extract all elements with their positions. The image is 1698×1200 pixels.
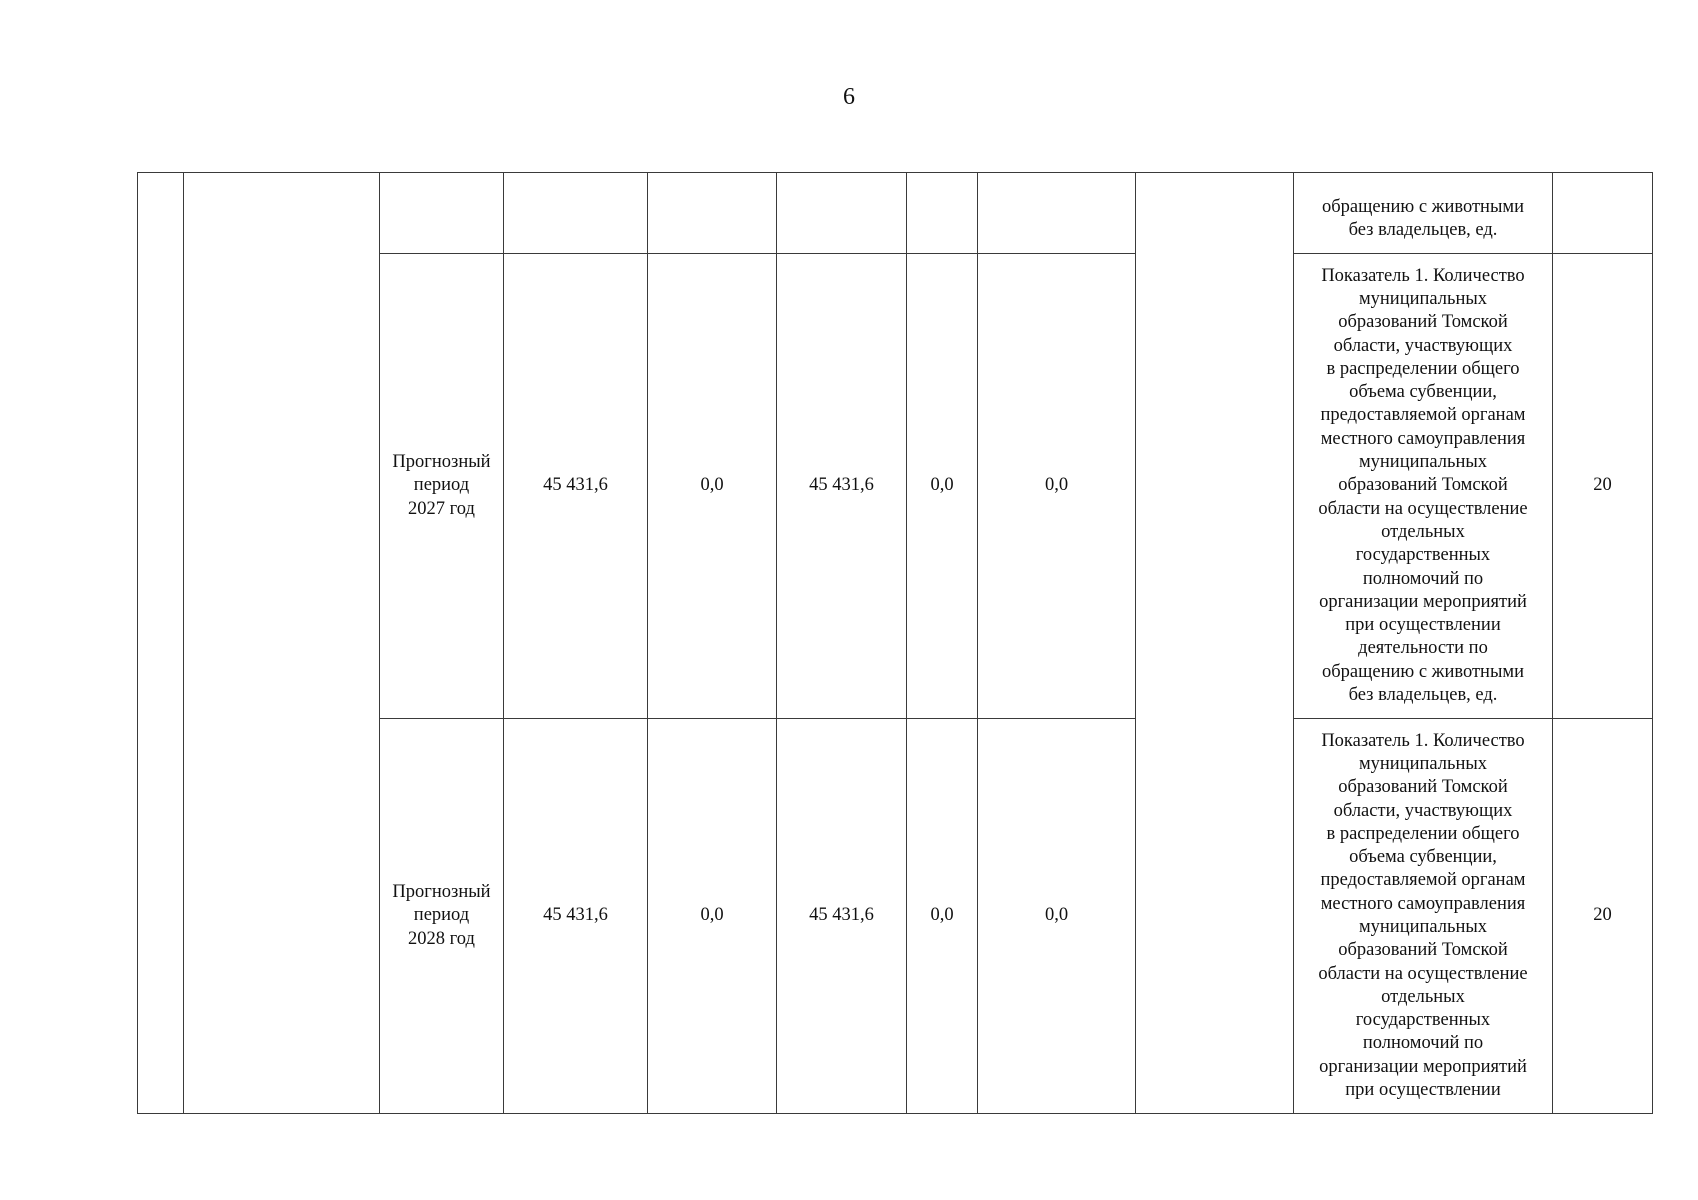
indicator-text: Показатель 1. Количество муниципальных образований Томской области, участвующих в распределении общего объема субвенции, предоставляемой органам местного самоуправления муниципальных образований Томской области на осуществление отдельных государственных полномочий по организации мероприятий при осуществлении [1294, 719, 1553, 1114]
total-cell [504, 173, 648, 254]
participant-cell [1136, 173, 1294, 1114]
regional-budget-cell [777, 173, 907, 254]
local-budget-cell [907, 173, 978, 254]
extrabudgetary-cell: 0,0 [978, 254, 1136, 719]
period-cell: Прогнозный период 2027 год [380, 254, 504, 719]
total-cell: 45 431,6 [504, 254, 648, 719]
financing-table [137, 172, 1653, 1114]
indicator-value [1553, 173, 1653, 254]
indicator-value: 20 [1553, 719, 1653, 1114]
local-budget-cell: 0,0 [907, 719, 978, 1114]
page-number: 6 [843, 84, 855, 110]
local-budget-cell: 0,0 [907, 254, 978, 719]
extrabudgetary-cell: 0,0 [978, 719, 1136, 1114]
period-cell [380, 173, 504, 254]
federal-budget-cell: 0,0 [648, 719, 777, 1114]
total-cell: 45 431,6 [504, 719, 648, 1114]
index-cell [138, 173, 184, 1114]
extrabudgetary-cell [978, 173, 1136, 254]
regional-budget-cell: 45 431,6 [777, 719, 907, 1114]
table-row [138, 173, 1653, 254]
indicator-text: Показатель 1. Количество муниципальных образований Томской области, участвующих в распределении общего объема субвенции, предоставляемой органам местного самоуправления муниципальных образований Томской области на осуществление отдельных государственных полномочий по организации мероприятий при осуществлении деятельности по обращению с животными без владельцев, ед. [1294, 254, 1553, 719]
period-cell: Прогнозный период 2028 год [380, 719, 504, 1114]
federal-budget-cell: 0,0 [648, 254, 777, 719]
task-name-cell [184, 173, 380, 1114]
federal-budget-cell [648, 173, 777, 254]
indicator-text: обращению с животными без владельцев, ед. [1294, 173, 1553, 254]
regional-budget-cell: 45 431,6 [777, 254, 907, 719]
indicator-value: 20 [1553, 254, 1653, 719]
